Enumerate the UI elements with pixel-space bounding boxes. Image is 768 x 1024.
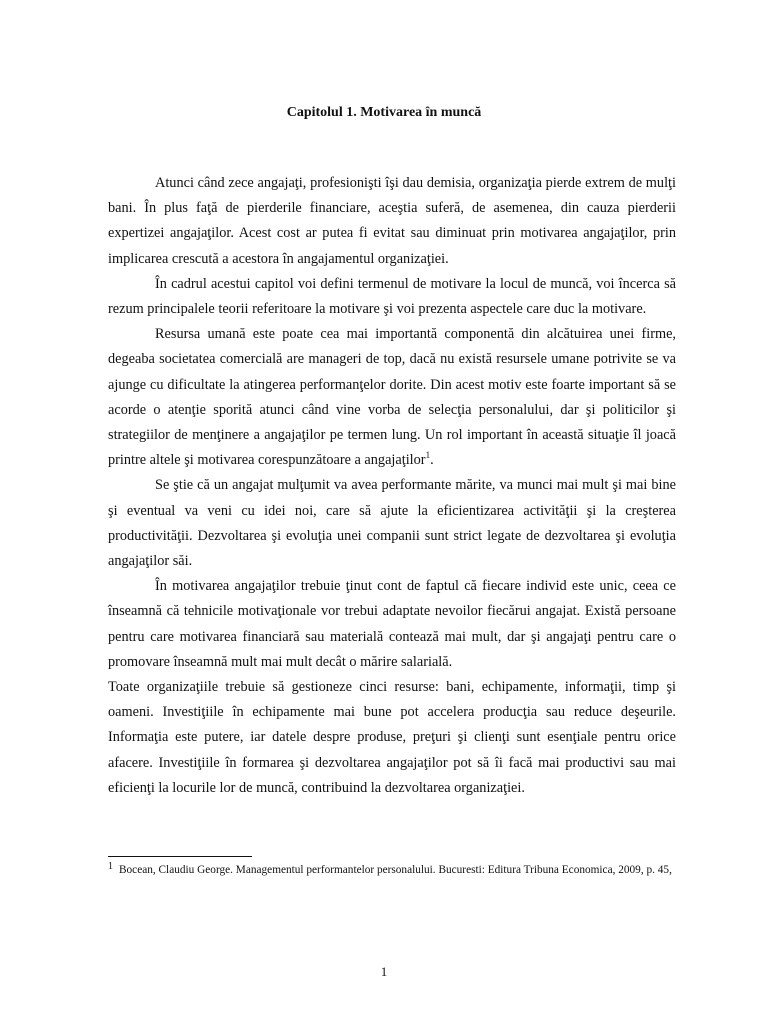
footnote-marker: 1 [108,861,113,872]
paragraph-2: În cadrul acestui capitol voi defini termenul de motivare la locul de muncă, voi încerca să rezum principalele teorii referitoare la motivare şi voi prezenta aspectele care duc la motivare. [108,275,676,318]
paragraph-3-text: Resursa umană este poate cea mai importantă componentă din alcătuirea unei firme, degeaba societatea comercială are manageri de top, dacă nu există resursele umane potrivite se va ajunge cu dificultate la atingerea performanţelor dorite. Din acest motiv este foarte important să se acorde o atenţie sporită atunci când vine vorba de selecţia personalului, dar şi politicilor şi strategiilor de menţinere a angajaţilor pe termen lung. Un rol important în această situaţie îl joacă printre altele şi motivarea corespunzătoare a angajaţilor [108,326,676,469]
paragraph-4: Se ştie că un angajat mulţumit va avea performante mărite, va munci mai mult şi mai bine şi eventual va veni cu idei noi, care să ajute la eficientizarea activităţii şi la creşterea productivităţii. Dezvoltarea şi evoluţia unei companii sunt strict legate de dezvoltarea şi evoluţia angajaţilor săi. [108,477,676,570]
footnote-text: Bocean, Claudiu George. Managementul performantelor personalului. Bucuresti: Editura Tribuna Economica, 2009, p. 45, [119,864,672,876]
paragraph-5: În motivarea angajaţilor trebuie ţinut cont de faptul că fiecare individ este unic, ceea ce înseamnă că tehnicile motivaţionale vor trebui adaptate nevoilor fiecărui angajat. Există persoane pentru care motivarea financiară sau materială contează mai mult, dar şi angajaţi pentru care o promovare înseamnă mult mai mult decât o mărire salarială. [108,578,676,670]
paragraph-3 [108,322,676,473]
paragraph-6: Toate organizaţiile trebuie să gestioneze cinci resurse: bani, echipamente, informaţii, timp şi oameni. Investiţiile în echipamente mai bune pot accelera producţia sau reduce deşeurile. Informaţia este putere, iar datele despre produse, preţuri şi clienţi sunt esenţiale pentru orice afacere. Investiţiile în formarea şi dezvoltarea angajaţilor pot să îi facă mai productivi sau mai eficienţi la locurile lor de muncă, contribuind la dezvoltarea organizaţiei. [108,679,676,796]
footnote-separator [108,856,252,857]
footnote [108,862,676,878]
chapter-title: Capitolul 1. Motivarea în muncă [286,105,482,120]
paragraph-3-end: . [430,452,434,469]
page-number: 1 [380,964,388,979]
footnote-reference[interactable]: 1 [425,450,431,461]
paragraph-1: Atunci când zece angajaţi, profesionişti îşi dau demisia, organizaţia pierde extrem de mulţi bani. În plus faţă de pierderile financiare, aceştia suferă, de asemenea, din cauza pierderii expertizei angajaţilor. Acest cost ar putea fi evitat sau diminuat prin motivarea angajaţilor, prin implicarea crescută a acestora în angajamentul organizaţiei. [108,175,676,267]
body-text [108,171,676,801]
